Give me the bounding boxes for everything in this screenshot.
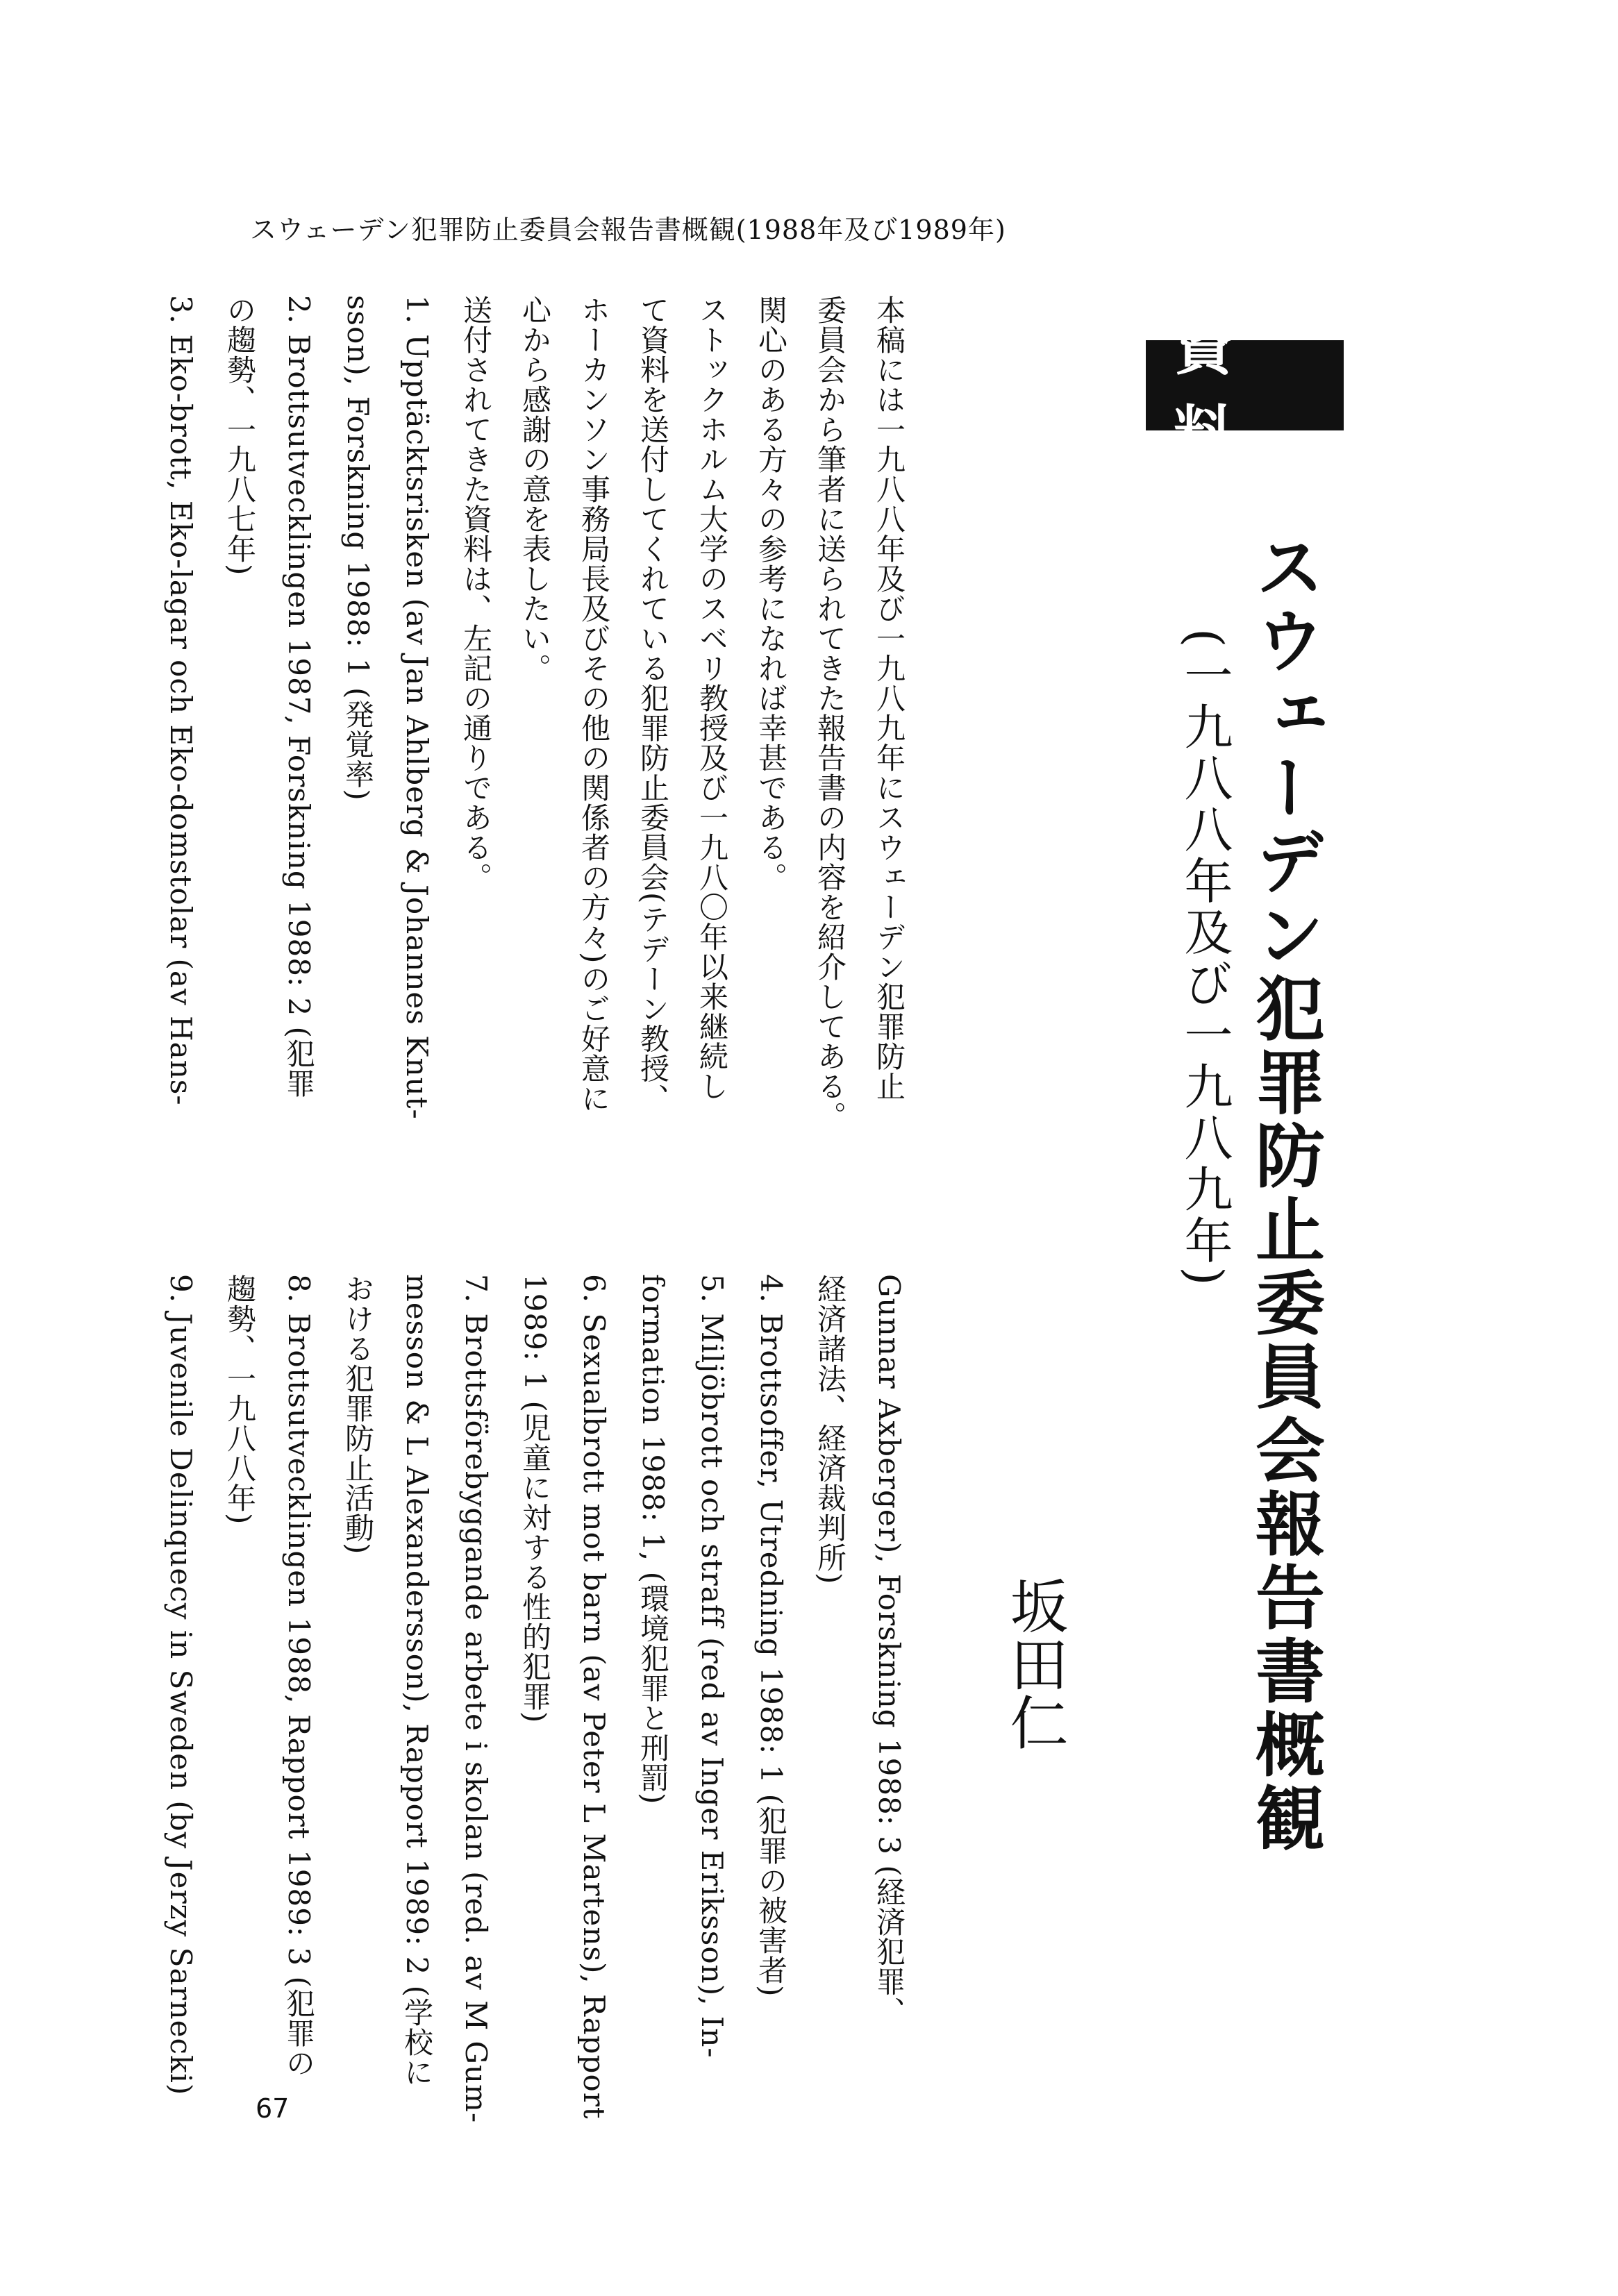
body-line: 委員会から筆者に送られてきた報告書の内容を紹介してある。 [813, 295, 847, 1131]
reference-item: 1989: 1 (児童に対する性的犯罪) [518, 1274, 552, 1724]
body-line: 送付されてきた資料は、左記の通りである。 [459, 295, 493, 892]
reference-item: 5. Miljöbrott och straff (red av Inger Eriksson), In- [695, 1274, 729, 2059]
reference-item: 3. Eko-brott, Eko-lagar och Eko-domstolar (av Hans- [164, 295, 198, 1106]
author-name: 坂田仁 [1001, 1576, 1069, 1751]
reference-item: 1. Upptäcktsrisken (av Jan Ahlberg & Johannes Knut- [400, 295, 434, 1120]
reference-item: 8. Brottsutvecklingen 1988, Rapport 1989: 3 (犯罪の [282, 1274, 316, 2078]
section-badge: 資料 [1146, 340, 1344, 430]
reference-item: 6. Sexualbrott mot barn (av Peter L Martens), Rapport [577, 1274, 611, 2120]
body-line: ホーカンソン事務局長及びその他の関係者の方々)のご好意に [577, 295, 611, 1114]
reference-item: 趨勢、一九八八年) [223, 1274, 257, 1525]
article-title: スウェーデン犯罪防止委員会報告書概観 [1244, 531, 1326, 1856]
reference-item: おける犯罪防止活動) [341, 1274, 375, 1555]
body-line: て資料を送付してくれている犯罪防止委員会(テデーン教授、 [636, 295, 670, 1114]
reference-item: 4. Brottsoffer, Utredning 1988: 1 (犯罪の被害者) [754, 1274, 788, 1997]
reference-item: の趨勢、一九八七年) [223, 295, 257, 576]
reference-item: 9. Juvenile Delinquecy in Sweden (by Jerzy Sarnecki) [164, 1274, 198, 2096]
body-line: 心から感謝の意を表したい。 [518, 295, 552, 683]
running-header: スウェーデン犯罪防止委員会報告書概観(1988年及び1989年) [250, 215, 1006, 245]
reference-item: messon & L Alexandersson), Rapport 1989: 2 (学校に [400, 1274, 434, 2088]
reference-item: formation 1988: 1, (環境犯罪と刑罰) [636, 1274, 670, 1805]
reference-item: Gunnar Axberger), Forskning 1988: 3 (経済犯罪、 [872, 1274, 906, 2027]
reference-item: 7. Brottsförebyggande arbete i skolan (red. av M Gum- [459, 1274, 493, 2124]
reference-item: sson), Forskning 1988: 1 (発覚率) [341, 295, 375, 801]
body-line: ストックホルム大学のスベリ教授及び一九八〇年以来継続し [695, 295, 729, 1101]
body-line: 関心のある方々の参考になれば幸甚である。 [754, 295, 788, 892]
page-number: 67 [256, 2093, 290, 2124]
reference-item: 2. Brottsutvecklingen 1987, Forskning 1988: 2 (犯罪 [282, 295, 316, 1098]
body-line: 本稿には一九八八年及び一九八九年にスウェーデン犯罪防止 [872, 295, 906, 1101]
reference-item: 経済諸法、経済裁判所) [813, 1274, 847, 1585]
article-subtitle: (一九八八年及び一九八九年) [1176, 628, 1233, 1289]
